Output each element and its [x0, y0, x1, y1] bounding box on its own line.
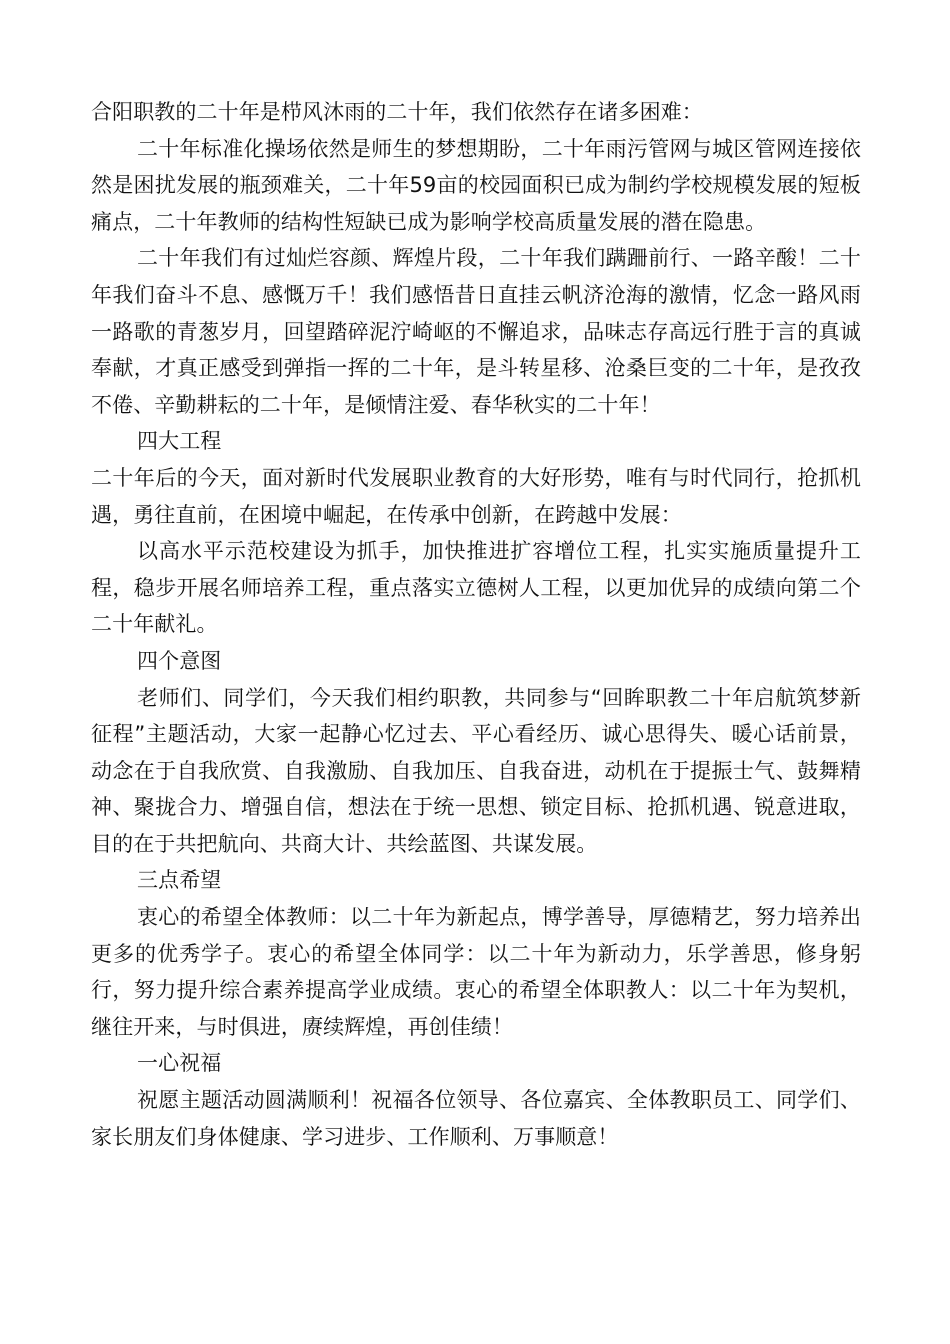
paragraph-four-projects-intro: 二十年后的今天，面对新时代发展职业教育的大好形势，唯有与时代同行，抢抓机遇，勇往直前，在困境中崛起，在传承中创新，在跨越中发展： [91, 465, 861, 527]
section-heading-four-projects: 四大工程 [137, 429, 222, 454]
section-heading-four-intentions: 四个意图 [137, 648, 222, 673]
paragraph-four-projects-detail: 以高水平示范校建设为抓手，加快推进扩容增位工程，扎实实施质量提升工程，稳步开展名师培养工程，重点落实立德树人工程，以更加优异的成绩向第二个二十年献礼。 [91, 539, 861, 637]
paragraph-difficulties-intro: 合阳职教的二十年是栉风沐雨的二十年，我们依然存在诸多困难： [91, 100, 703, 124]
paragraph-four-intentions-detail: 老师们、同学们，今天我们相约职教，共同参与“回眸职教二十年启航筑梦新征程”主题活动，大家一起静心忆过去、平心看经历、诚心思得失、暖心话前景，动念在于自我欣赏、自我激励、自我加压、自我奋进，动机在于提振士气、鼓舞精神、聚拢合力、增强自信，想法在于统一思想、锁定目标、抢抓机遇、锐意进取，目的在于共把航向、共商大计、共绘蓝图、共谋发展。 [91, 685, 861, 856]
paragraph-difficulties-detail: 二十年标准化操场依然是师生的梦想期盼，二十年雨污管网与城区管网连接依然是困扰发展的瓶颈难关，二十年59亩的校园面积已成为制约学校规模发展的短板痛点，二十年教师的结构性短缺已成为影响学校高质量发展的潜在隐患。 [91, 136, 861, 234]
paragraph-three-hopes-detail: 衷心的希望全体教师：以二十年为新起点，博学善导，厚德精艺，努力培养出更多的优秀学子。衷心的希望全体同学：以二十年为新动力，乐学善思，修身躬行，努力提升综合素养提高学业成绩。衷心的希望全体职教人：以二十年为契机，继往开来，与时俱进，赓续辉煌，再创佳绩！ [91, 905, 861, 1039]
section-heading-blessing: 一心祝福 [137, 1051, 222, 1076]
paragraph-twenty-years-reflection: 二十年我们有过灿烂容颜、辉煌片段，二十年我们蹒跚前行、一路辛酸！二十年我们奋斗不息、感慨万千！我们感悟昔日直挂云帆济沧海的激情，忆念一路风雨一路歌的青葱岁月，回望踏碎泥泞崎岖的不懈追求，品味志存高远行胜于言的真诚奉献，才真正感受到弹指一挥的二十年，是斗转星移、沧桑巨变的二十年，是孜孜不倦、辛勤耕耘的二十年，是倾情注爱、春华秋实的二十年！ [91, 246, 861, 417]
section-heading-three-hopes: 三点希望 [137, 868, 222, 893]
document-body [91, 94, 861, 1155]
paragraph-blessing-detail: 祝愿主题活动圆满顺利！祝福各位领导、各位嘉宾、全体教职员工、同学们、家长朋友们身体健康、学习进步、工作顺利、万事顺意！ [91, 1088, 861, 1149]
